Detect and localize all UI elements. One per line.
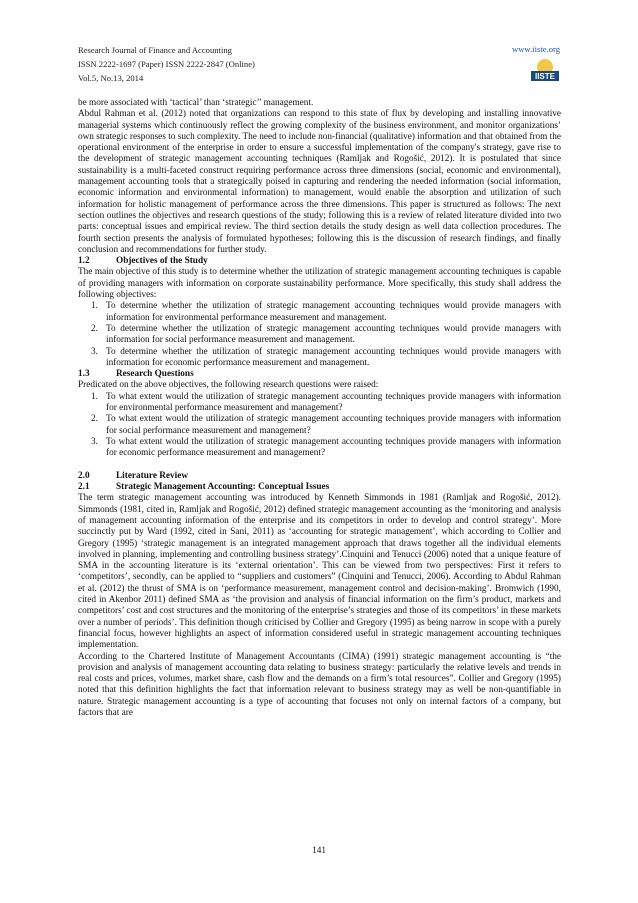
logo-text: IISTE (534, 72, 556, 81)
list-item: 2. To determine whether the utilization of strategic management accounting techniques would provide managers with information for social performance measurement and management. (91, 323, 561, 346)
paragraph: The term strategic management accounting was introduced by Kenneth Simmonds in 1981 (Ramljak and Rogošić, 2012). Simmonds (1981, cited in, Ramljak and Rogošić, 2012) defined strategic management accounting as the ‘monitoring and analysis of management accounting information of the enterprise and its competitors in order to develop and control strategy’. More succinctly put by Ward (1992, cited in Sani, 2011) as ‘accounting for strategic management’, which according to Collier and Gregory (1995) ‘strategic management is an integrated management approach that draws together all the individual elements involved in planning, implementing and controlling business strategy’.Cinquini and Tenucci (2006) noted that a unique feature of SMA in the accounting literature is its ‘external orientation’. This can be viewed from two perspectives: First it refers to ‘competitors’, secondly, can be applied to “suppliers and customers” (Cinquini and Tenucci, 2006). According to Abdul Rahman et al. (2012) the thrust of SMA is on ‘performance measurement, management control and decision-making’. Bromwich (1990, cited in Akenbor 2011) defined SMA as ‘the provision and analysis of financial information on the firm’s product, markets and competitors’ cost and cost structures and the monitoring of the enterprise’s strategies and those of its competitors’ in these markets over a number of periods’. This definition though criticised by Collier and Gregory (1995) as being narrow in scope with a purely financial focus, however highlights an aspect of information considered useful in strategic management accounting techniques implementation. (78, 493, 561, 651)
article-body (78, 98, 561, 719)
journal-url[interactable]: www.iiste.org (512, 44, 560, 54)
paragraph: Predicated on the above objectives, the following research questions were raised: (78, 380, 379, 391)
section-heading-2-0: 2.0 Literature Review (78, 470, 189, 481)
paragraph: be more associated with ‘tactical’ than ‘strategic’’ management. (78, 98, 314, 108)
section-heading-2-1: 2.1 Strategic Management Accounting: Conceptual Issues (78, 482, 330, 493)
list-item: 1. To what extent would the utilization of strategic management accounting techniques provide managers with information for environmental performance measurement and management? (91, 391, 561, 414)
list-item: 3. To what extent would the utilization of strategic management accounting techniques provide managers with information for economic performance measurement and management? (91, 436, 561, 459)
issn-line: ISSN 2222-1697 (Paper) ISSN 2222-2847 (Online) (78, 59, 255, 69)
list-item: 2. To what extent would the utilization of strategic management accounting techniques provide managers with information for social performance measurement and management? (91, 414, 561, 436)
list-item: 3. To determine whether the utilization of strategic management accounting techniques would provide managers with information for economic performance measurement and management. (91, 346, 561, 368)
section-heading-1-2: 1.2 Objectives of the Study (78, 256, 208, 267)
objectives-list (78, 301, 561, 369)
list-item: 1. To determine whether the utilization of strategic management accounting techniques would provide managers with information for environmental performance measurement and management. (91, 301, 561, 323)
iiste-logo (530, 58, 560, 82)
volume-line: Vol.5, No.13, 2014 (78, 73, 144, 83)
journal-name: Research Journal of Finance and Accounting (78, 45, 232, 55)
paragraph: The main objective of this study is to determine whether the utilization of strategic management accounting techniques is capable of providing managers with information on corporate sustainability performance. More specifically, this study shall address the following objectives: (78, 267, 561, 301)
page-number: 141 (312, 846, 326, 856)
questions-list (78, 392, 561, 460)
paragraph: Abdul Rahman et al. (2012) noted that organizations can respond to this state of flux by developing and installing innovative managerial systems which continuously reflect the growing complexity of the business environment, and monitor organizations’ own strategic responses to such complexity. The need to include non-financial (qualitative) information and that obtained from the operational environment of the enterprise in order to ensure a successful implementation of the company's strategy, gave rise to the development of strategic management accounting techniques (Ramljak and Rogošić, 2012). It is postulated that since sustainability is a multi-faceted construct requiring performance across three dimensions (social, economic and environmental), management accounting tools that a strategically poised in capturing and rendering the needed information (social information, economic information and environmental information) to management, would enable the absorption and utilization of such information for holistic management of performance across the three dimensions. This paper is structured as follows: The next section outlines the objectives and research questions of the study; following this is a review of related literature divided into two parts: conceptual issues and empirical review. The third section details the study design as well data collection procedures. The fourth section presents the analysis of formulated hypotheses; following this is the discussion of research findings, and finally conclusion and recommendations for further study. (78, 109, 561, 255)
paragraph: According to the Chartered Institute of Management Accountants (CIMA) (1991) strategic management accounting is “the provision and analysis of management accounting data relating to business strategy: particularly the relative levels and trends in real costs and prices, volumes, market share, cash flow and the demands on a firm’s total resources”. Collier and Gregory (1995) noted that this definition highlights the fact that information relevant to business strategy may as well be non-quantifiable in nature. Strategic management accounting is a type of accounting that focuses not only on internal factors of a company, but factors that are (78, 651, 561, 719)
section-heading-1-3: 1.3 Research Questions (78, 369, 194, 380)
